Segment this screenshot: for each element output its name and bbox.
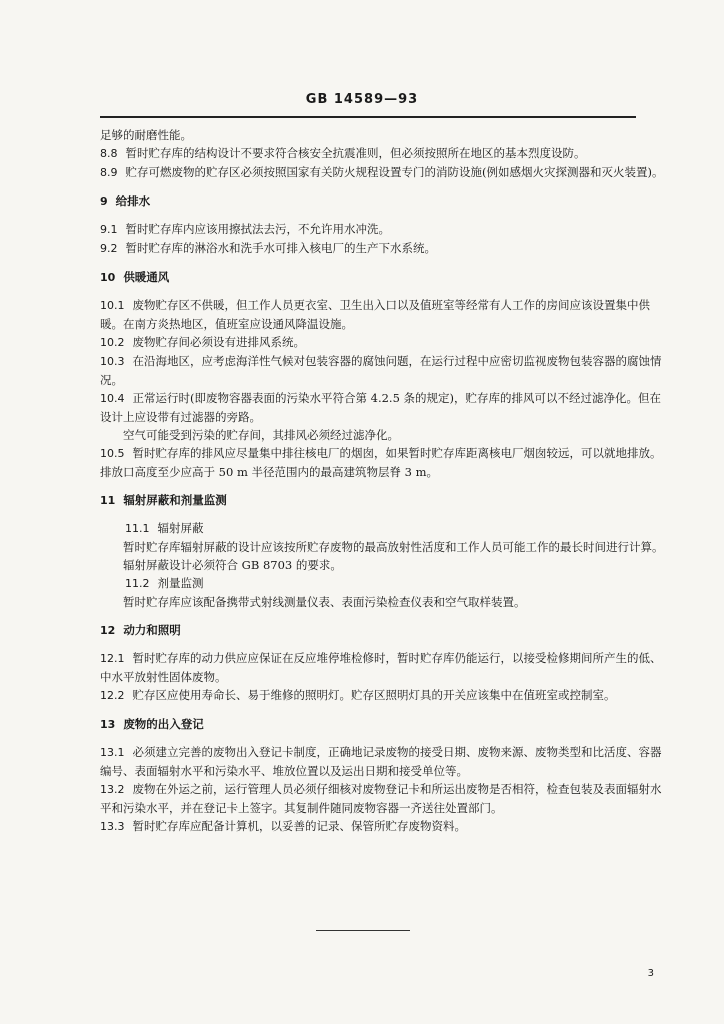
clause-paragraph <box>100 686 672 705</box>
clause-text: 暂时贮存库的动力供应应保证在反应堆停堆检修时，暂时贮存库仍能运行，以接受检修期间所产生的低、中水平放射性固体废物。 <box>100 651 662 684</box>
clause-paragraph <box>100 780 672 817</box>
clause-text: 暂时贮存库的淋浴水和洗手水可排入核电厂的生产下水系统。 <box>125 241 436 255</box>
clause-paragraph <box>100 163 672 182</box>
clause-text: 空气可能受到污染的贮存间，其排风必须经过滤净化。 <box>123 428 399 442</box>
clause-number: 10.1 <box>100 299 125 312</box>
clause-number: 9.2 <box>100 242 118 255</box>
clause-number: 9 <box>100 195 108 208</box>
page-number: 3 <box>647 968 654 979</box>
clause-paragraph <box>100 333 672 352</box>
footer-rule <box>316 930 410 931</box>
clause-text: 废物的出入登记 <box>123 717 204 731</box>
clause-paragraph <box>100 352 672 389</box>
clause-paragraph <box>100 144 672 163</box>
clause-text: 暂时贮存库的结构设计不要求符合核安全抗震准则，但必须按照所在地区的基本烈度设防。 <box>125 146 586 160</box>
clause-number: 13.3 <box>100 820 125 833</box>
clause-number: 10.2 <box>100 336 125 349</box>
clause-number: 13.2 <box>100 783 125 796</box>
clause-text: 废物在外运之前，运行管理人员必须仔细核对废物登记卡和所运出废物是否相符，检查包装及表面辐射水平和污染水平，并在登记卡上签字。其复制件随同废物容器一齐送往处置部门。 <box>100 782 662 815</box>
clause-text: 在沿海地区，应考虑海洋性气候对包装容器的腐蚀问题，在运行过程中应密切监视废物包装容器的腐蚀情况。 <box>100 354 662 387</box>
clause-number: 11.1 <box>125 522 150 535</box>
clause-text: 废物贮存区不供暖，但工作人员更衣室、卫生出入口以及值班室等经常有人工作的房间应该设置集中供暖。在南方炎热地区，值班室应设通风降温设施。 <box>100 298 650 331</box>
clause-number: 10.3 <box>100 355 125 368</box>
clause-text: 动力和照明 <box>123 623 181 637</box>
clause-number: 13.1 <box>100 746 125 759</box>
clause-paragraph <box>100 126 672 144</box>
section-heading <box>100 268 672 287</box>
clause-paragraph <box>100 389 672 426</box>
clause-number: 12 <box>100 624 116 637</box>
clause-paragraph <box>100 220 672 239</box>
clause-text: 贮存区应使用寿命长、易于维修的照明灯。贮存区照明灯具的开关应该集中在值班室或控制室。 <box>132 688 616 702</box>
indented-paragraph <box>100 556 672 574</box>
indented-paragraph <box>100 593 672 611</box>
clause-text: 贮存可燃废物的贮存区必须按照国家有关防火规程设置专门的消防设施(例如感烟火灾探测器和灭火装置)。 <box>125 165 664 179</box>
clause-text: 辐射屏蔽 <box>157 521 204 535</box>
clause-paragraph <box>100 239 672 258</box>
indented-paragraph <box>100 538 672 556</box>
clause-number: 10 <box>100 271 116 284</box>
subsection-heading <box>100 519 672 538</box>
clause-paragraph <box>100 649 672 686</box>
section-heading <box>100 491 672 510</box>
clause-paragraph <box>100 444 672 481</box>
indented-paragraph <box>100 426 672 444</box>
clause-number: 8.9 <box>100 166 118 179</box>
section-heading <box>100 621 672 640</box>
clause-number: 12.2 <box>100 689 125 702</box>
clause-text: 辐射屏蔽和剂量监测 <box>123 493 227 507</box>
clause-text: 暂时贮存库内应该用擦拭法去污，不允许用水冲洗。 <box>125 222 390 236</box>
clause-paragraph <box>100 743 672 780</box>
clause-paragraph <box>100 296 672 333</box>
clause-text: 给排水 <box>115 194 151 208</box>
clause-number: 13 <box>100 718 116 731</box>
clause-number: 10.4 <box>100 392 125 405</box>
standard-code-header: GB 14589—93 <box>305 92 419 107</box>
document-body <box>100 126 672 836</box>
clause-number: 12.1 <box>100 652 125 665</box>
clause-text: 废物贮存间必须设有进排风系统。 <box>132 335 305 349</box>
clause-text: 足够的耐磨性能。 <box>100 128 192 142</box>
clause-text: 辐射屏蔽设计必须符合 GB 8703 的要求。 <box>123 558 342 572</box>
clause-text: 正常运行时(即废物容器表面的污染水平符合第 4.2.5 条的规定)，贮存库的排风可以不经过滤净化。但在设计上应设带有过滤器的旁路。 <box>100 391 662 424</box>
clause-number: 10.5 <box>100 447 125 460</box>
clause-number: 11.2 <box>125 577 150 590</box>
clause-text: 暂时贮存库辐射屏蔽的设计应该按所贮存废物的最高放射性活度和工作人员可能工作的最长时间进行计算。 <box>123 540 664 554</box>
clause-text: 必须建立完善的废物出入登记卡制度，正确地记录废物的接受日期、废物来源、废物类型和比活度、容器编号、表面辐射水平和污染水平、堆放位置以及运出日期和接受单位等。 <box>100 745 662 778</box>
clause-number: 11 <box>100 494 116 507</box>
clause-number: 8.8 <box>100 147 118 160</box>
section-heading <box>100 192 672 211</box>
clause-number: 9.1 <box>100 223 118 236</box>
header-rule <box>100 116 636 118</box>
subsection-heading <box>100 574 672 593</box>
clause-text: 暂时贮存库应该配备携带式射线测量仪表、表面污染检查仪表和空气取样装置。 <box>123 595 526 609</box>
clause-text: 暂时贮存库的排风应尽量集中排往核电厂的烟囱，如果暂时贮存库距离核电厂烟囱较远，可以就地排放。排放口高度至少应高于 50 m 半径范围内的最高建筑物层脊 3 m。 <box>100 446 662 479</box>
clause-text: 暂时贮存库应配备计算机，以妥善的记录、保管所贮存废物资料。 <box>132 819 466 833</box>
clause-text: 供暖通风 <box>123 270 170 284</box>
clause-text: 剂量监测 <box>157 576 204 590</box>
clause-paragraph <box>100 817 672 836</box>
section-heading <box>100 715 672 734</box>
